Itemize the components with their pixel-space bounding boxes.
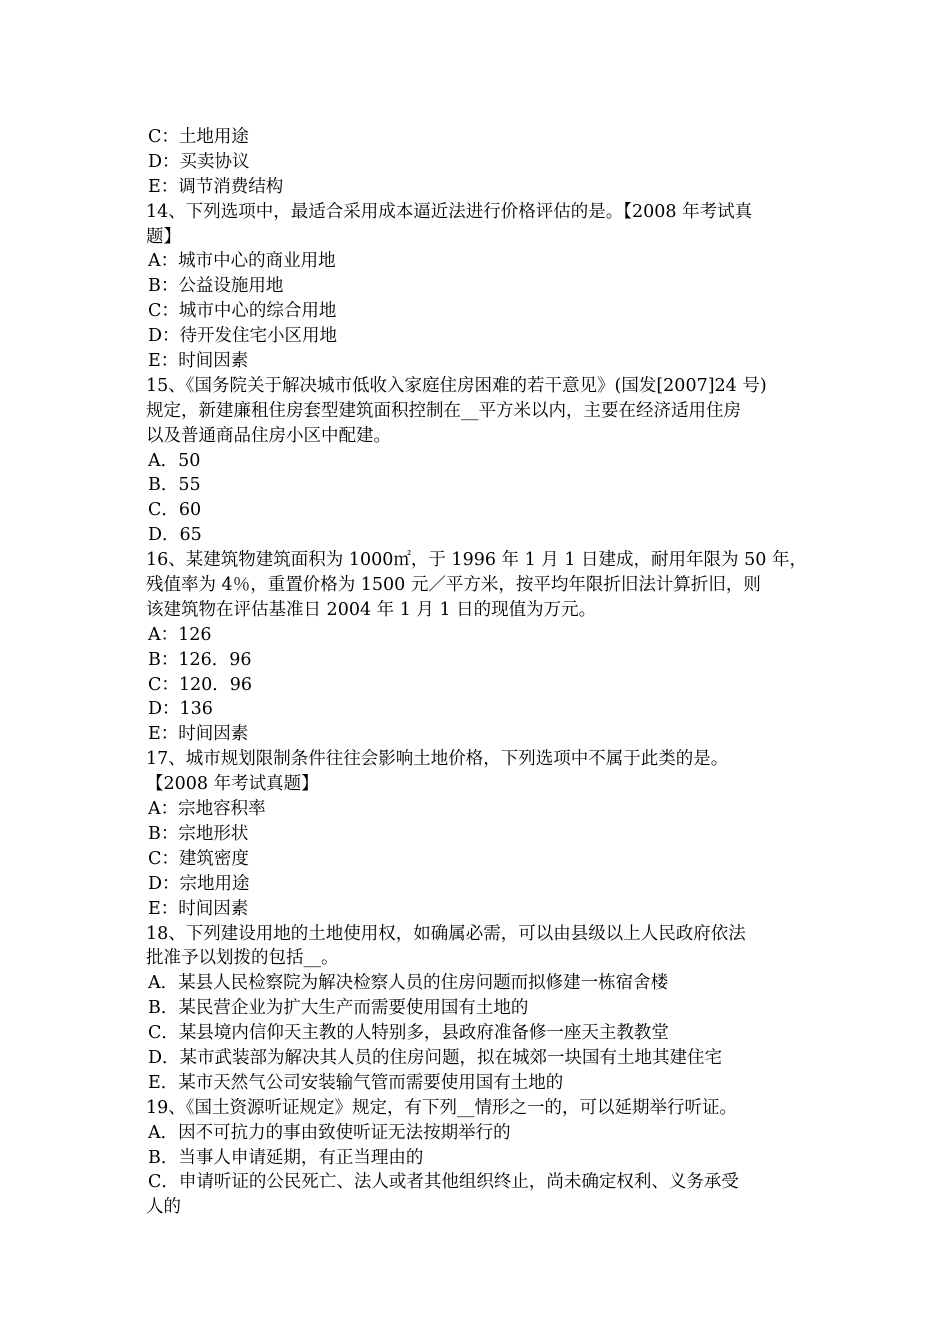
option-line: D：待开发住宅小区用地 [148, 326, 338, 347]
question-line: 14、下列选项中，最适合采用成本逼近法进行价格评估的是。【2008 年考试真 [146, 201, 753, 222]
document-body [146, 125, 810, 1220]
option-line: E：时间因素 [148, 724, 249, 745]
question-line: 15、《国务院关于解决城市低收入家庭住房困难的若干意见》(国发[2007]24 号) [146, 375, 767, 396]
question-line: 该建筑物在评估基准日 2004 年 1 月 1 日的现值为万元。 [146, 599, 597, 620]
question-line: 人的 [146, 1197, 181, 1218]
question-line: 以及普通商品住房小区中配建。 [146, 425, 391, 446]
option-line: C：城市中心的综合用地 [148, 301, 337, 322]
option-line: D：136 [148, 699, 213, 720]
option-line: B：公益设施用地 [148, 276, 284, 297]
option-line: B．某民营企业为扩大生产而需要使用国有土地的 [148, 998, 529, 1019]
option-line: C．申请听证的公民死亡、法人或者其他组织终止，尚未确定权利、义务承受 [148, 1172, 739, 1193]
question-line: 16、某建筑物建筑面积为 1000㎡，于 1996 年 1 月 1 日建成，耐用年限为 50 年， [146, 550, 807, 571]
question-line: 批准予以划拨的包括__。 [146, 948, 339, 969]
option-line: A：126 [148, 624, 212, 645]
option-line: A．50 [148, 450, 201, 471]
option-line: C：土地用途 [148, 127, 249, 147]
option-line: A．某县人民检察院为解决检察人员的住房问题而拟修建一栋宿舍楼 [148, 973, 669, 994]
question-line: 19、《国土资源听证规定》规定，有下列__情形之一的，可以延期举行听证。 [146, 1097, 738, 1118]
option-line: B：宗地形状 [148, 823, 249, 844]
option-line: E：时间因素 [148, 351, 249, 372]
question-line: 残值率为 4％，重置价格为 1500 元／平方米，按平均年限折旧法计算折旧，则 [146, 575, 761, 596]
question-line: 17、城市规划限制条件往往会影响土地价格，下列选项中不属于此类的是。 [146, 749, 729, 770]
option-line: A．因不可抗力的事由致使听证无法按期举行的 [148, 1122, 511, 1143]
option-line: D：宗地用途 [148, 873, 250, 894]
option-line: C．某县境内信仰天主教的人特别多，县政府准备修一座天主教教堂 [148, 1023, 669, 1044]
option-line: A：宗地容积率 [148, 799, 266, 820]
option-line: E．某市天然气公司安装输气管而需要使用国有土地的 [148, 1072, 564, 1093]
option-line: C．60 [148, 500, 202, 521]
option-line: B．当事人申请延期，有正当理由的 [148, 1147, 424, 1168]
option-line: B．55 [148, 475, 201, 496]
question-line: 规定，新建廉租住房套型建筑面积控制在__平方米以内，主要在经济适用住房 [146, 400, 741, 421]
option-line: C：120．96 [148, 674, 253, 695]
option-line: E：时间因素 [148, 898, 249, 919]
option-line: B：126．96 [148, 649, 252, 670]
option-line: C：建筑密度 [148, 848, 249, 869]
option-line: D：买卖协议 [148, 151, 250, 172]
option-line: E：调节消费结构 [148, 176, 284, 197]
question-line: 18、下列建设用地的土地使用权，如确属必需，可以由县级以上人民政府依法 [146, 923, 746, 944]
option-line: A：城市中心的商业用地 [148, 251, 336, 272]
question-line: 【2008 年考试真题】 [146, 774, 319, 795]
question-line: 题】 [146, 226, 181, 247]
option-line: D．65 [148, 525, 202, 546]
option-line: D．某市武装部为解决其人员的住房问题，拟在城郊一块国有土地其建住宅 [148, 1047, 723, 1068]
